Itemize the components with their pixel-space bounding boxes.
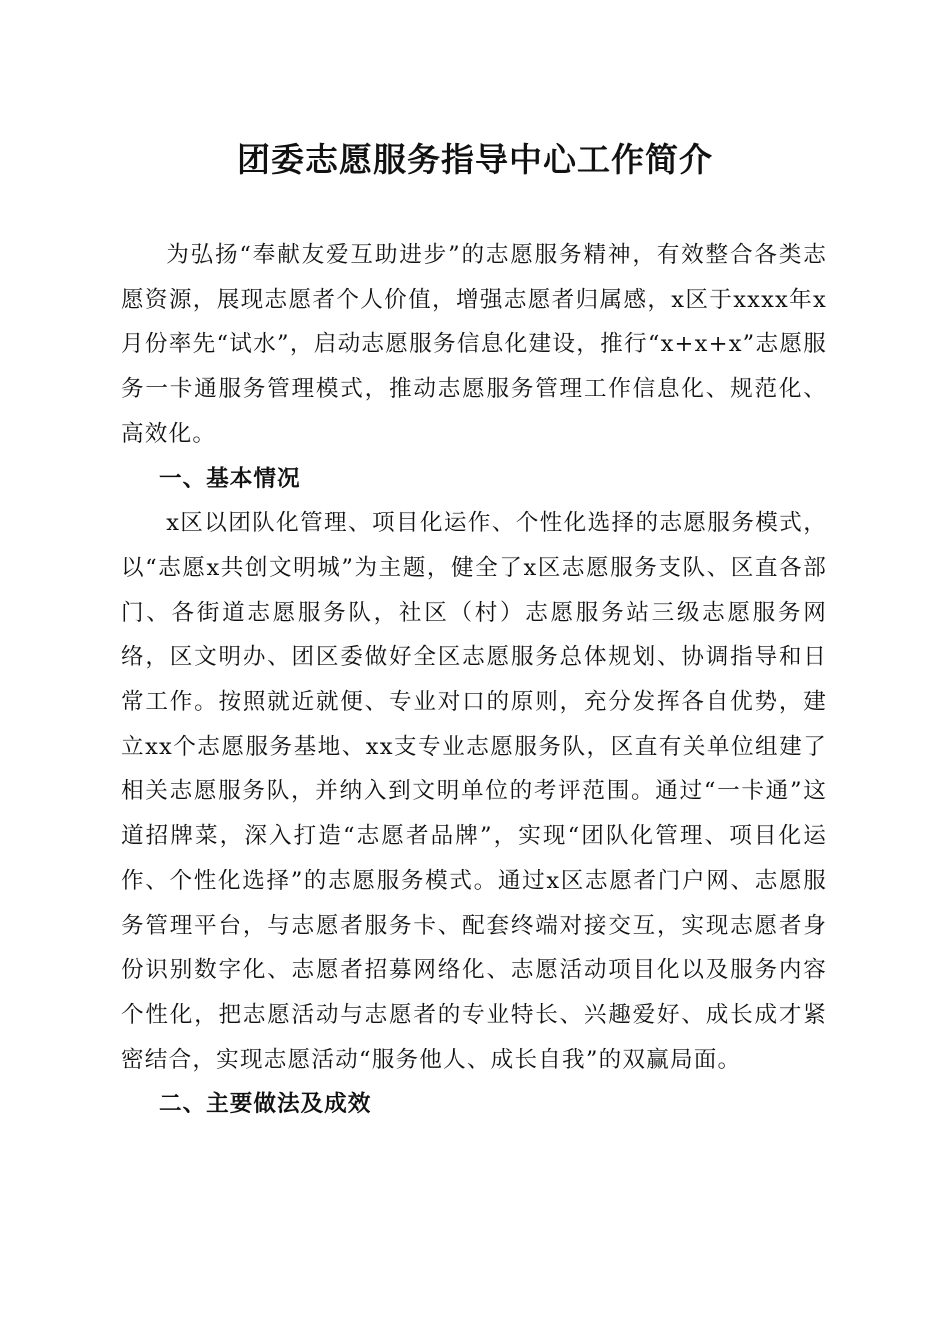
section-heading-basic-situation: 一、基本情况 (159, 465, 301, 492)
document-title: 团委志愿服务指导中心工作简介 (237, 140, 713, 179)
basic-situation-paragraph: x区以团队化管理、项目化运作、个性化选择的志愿服务模式，以“志愿x共创文明城”为主题，健全了x区志愿服务支队、区直各部门、各街道志愿服务队，社区（村）志愿服务站三级志愿服务网络，区文明办、团区委做好全区志愿服务总体规划、协调指导和日常工作。按照就近就便、专业对口的原则，充分发挥各自优势，建立xx个志愿服务基地、xx支专业志愿服务队，区直有关单位组建了相关志愿服务队，并纳入到文明单位的考评范围。通过“一卡通”这道招牌菜，深入打造“志愿者品牌”，实现“团队化管理、项目化运作、个性化选择”的志愿服务模式。通过x区志愿者门户网、志愿服务管理平台，与志愿者服务卡、配套终端对接交互，实现志愿者身份识别数字化、志愿者招募网络化、志愿活动项目化以及服务内容个性化，把志愿活动与志愿者的专业特长、兴趣爱好、成长成才紧密结合，实现志愿活动“服务他人、成长自我”的双赢局面。 (121, 510, 827, 1073)
document-body (121, 233, 827, 1127)
section-heading-main-practices: 二、主要做法及成效 (159, 1091, 372, 1118)
intro-paragraph: 为弘扬“奉献友爱互助进步”的志愿服务精神，有效整合各类志愿资源，展现志愿者个人价值，增强志愿者归属感，x区于xxxx年x月份率先“试水”，启动志愿服务信息化建设，推行“x+x+x”志愿服务一卡通服务管理模式，推动志愿服务管理工作信息化、规范化、高效化。 (121, 242, 827, 447)
